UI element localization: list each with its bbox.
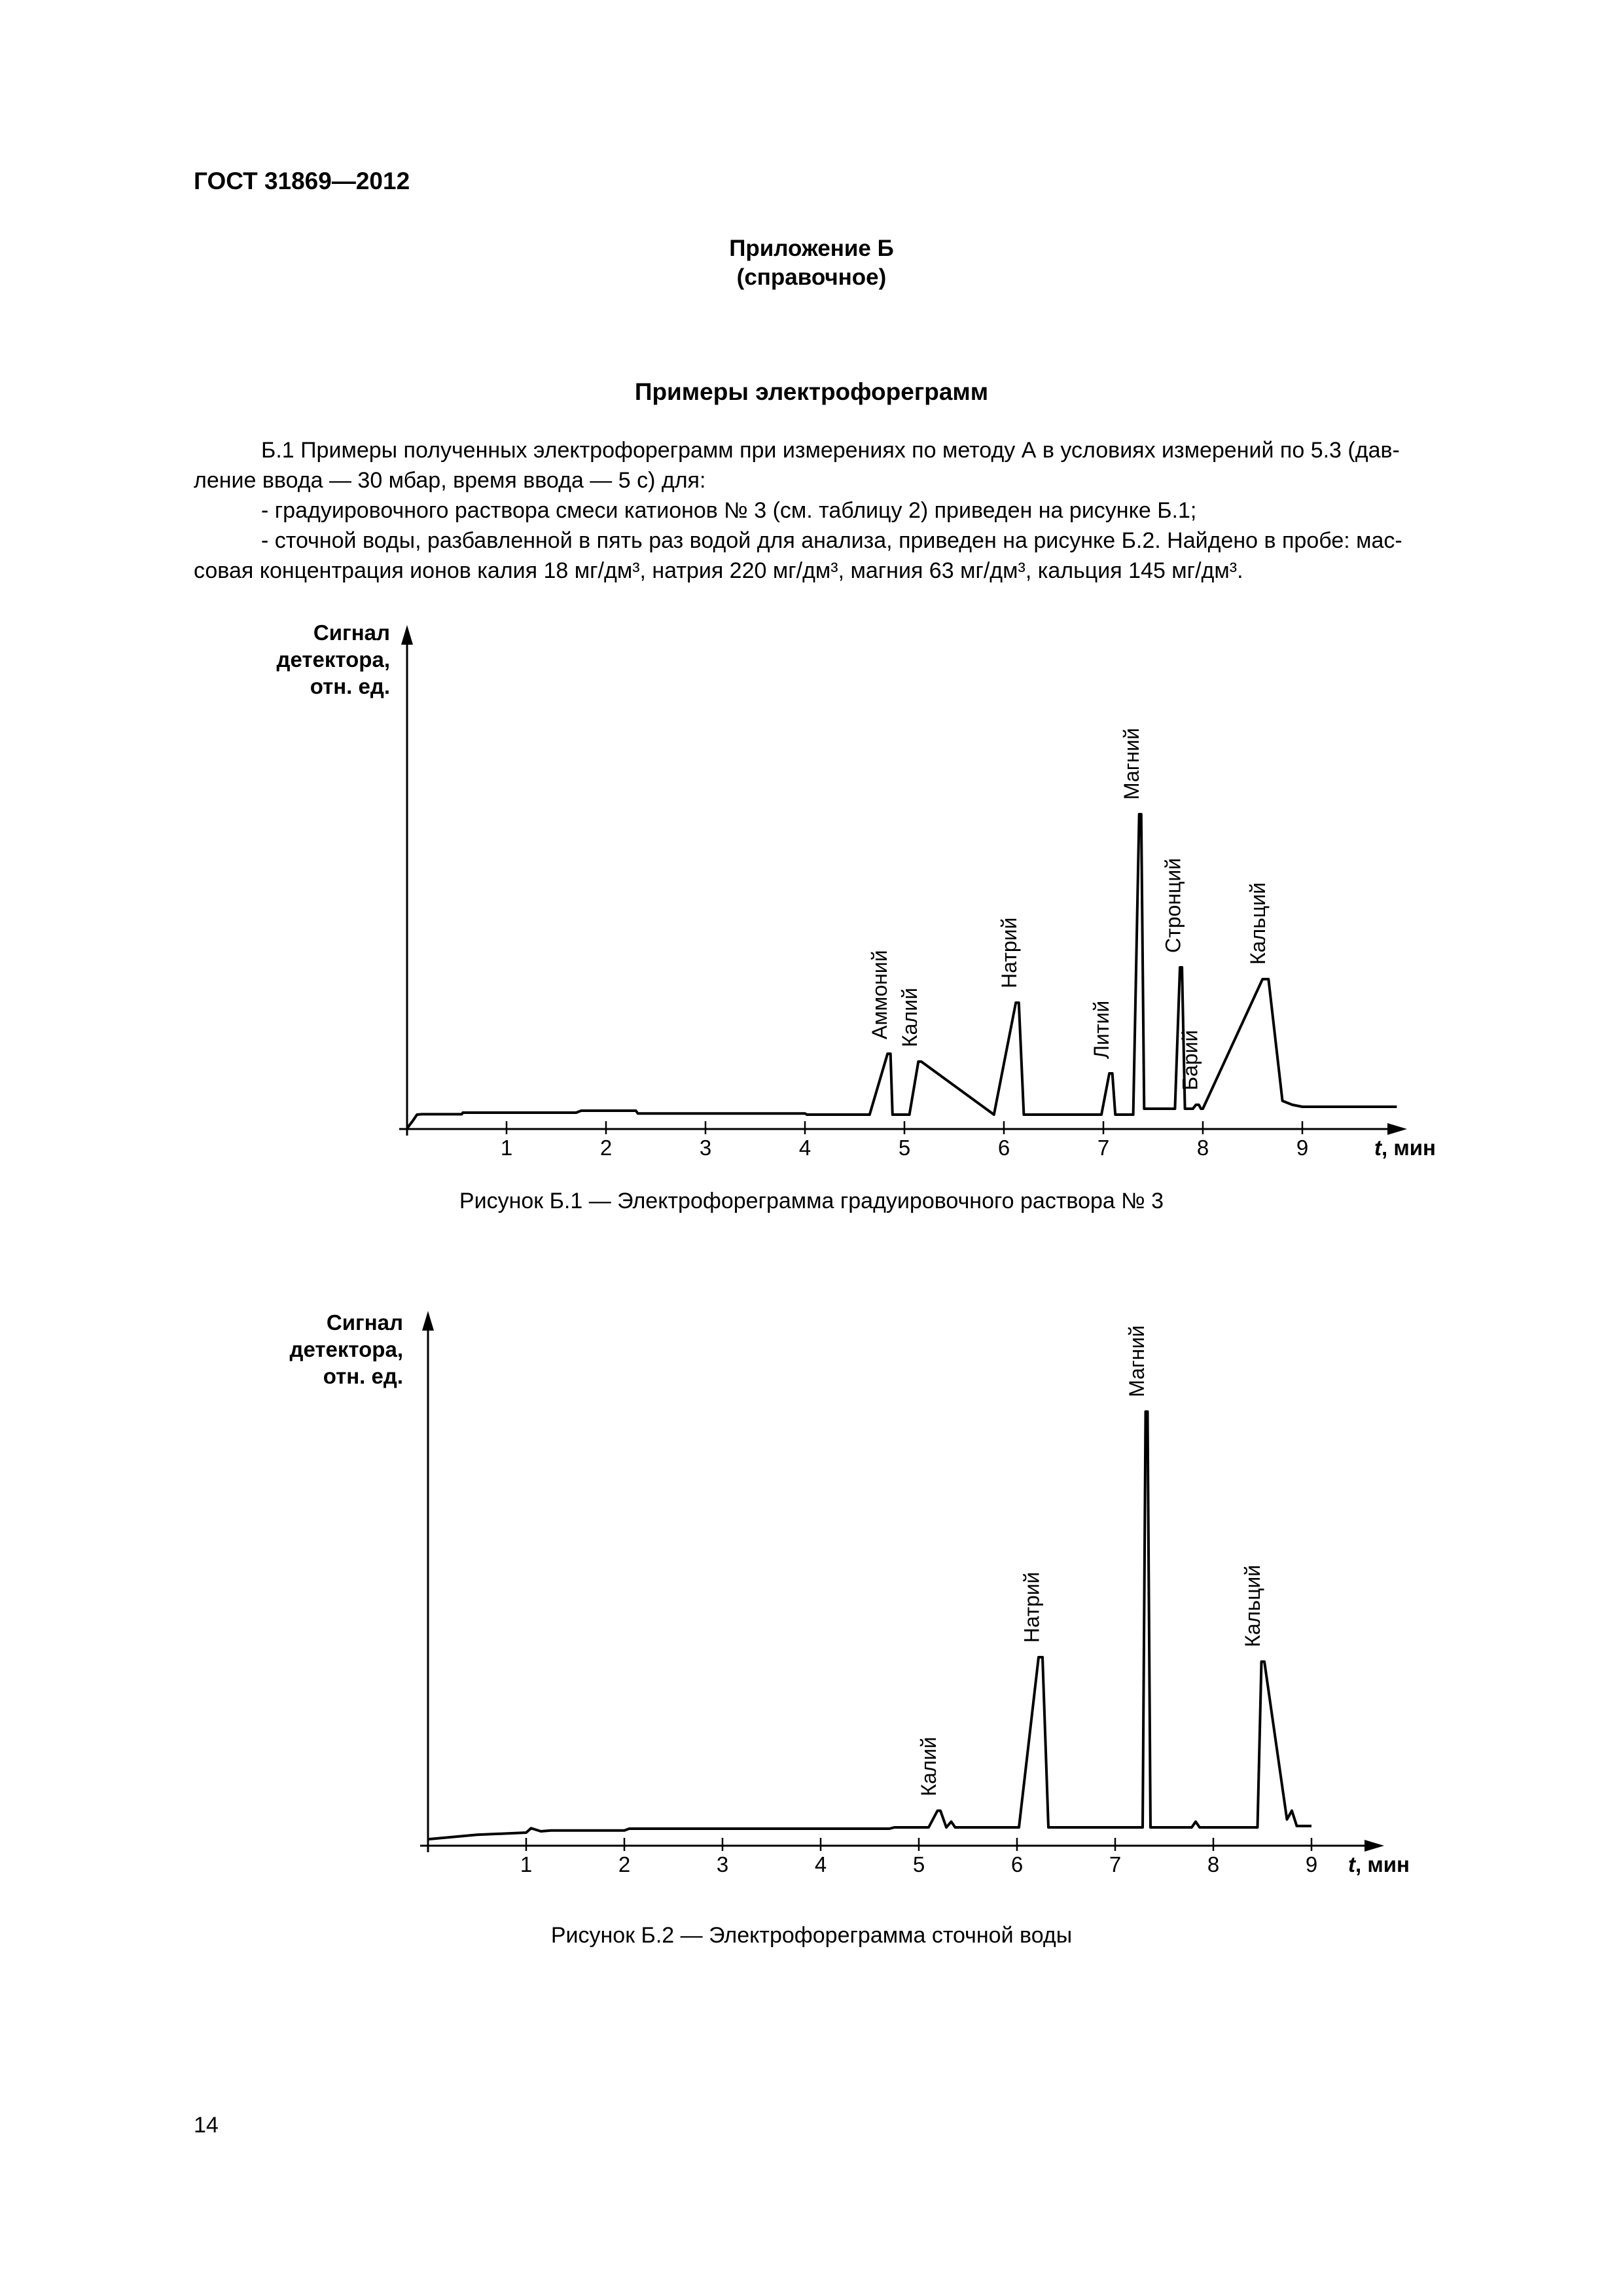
- fig1-y-label-line: Сигнал: [313, 620, 390, 645]
- fig1-x-tick-label: 8: [1196, 1136, 1209, 1160]
- fig2-x-tick-label: 2: [618, 1852, 631, 1876]
- fig2-y-label-line: Сигнал: [326, 1310, 403, 1335]
- body-line: - градуировочного раствора смеси катионов № 3 (см. таблицу 2) приведен на рисунке Б.1;: [261, 498, 1197, 523]
- fig1-peak-label: Калий: [897, 988, 921, 1047]
- page-number: 14: [194, 2113, 219, 2138]
- fig2-x-tick-label: 6: [1010, 1852, 1024, 1876]
- fig1-x-tick-label: 5: [898, 1136, 911, 1160]
- fig1-peak-label: Натрий: [997, 917, 1021, 988]
- fig1-x-tick-label: 1: [500, 1136, 513, 1160]
- figure-caption-1: Рисунок Б.1 — Электрофореграмма градуировочного раствора № 3: [459, 1189, 1164, 1213]
- fig2-y-axis-label: [262, 1309, 403, 1390]
- fig1-x-tick-label: 9: [1296, 1136, 1309, 1160]
- fig1-x-tick-label: 7: [1097, 1136, 1110, 1160]
- fig2-x-axis-label: t, мин: [1348, 1852, 1410, 1876]
- appendix-title: Приложение Б: [729, 236, 894, 261]
- body-line: ление ввода — 30 мбар, время ввода — 5 с) для:: [194, 468, 706, 493]
- appendix-subtitle: (справочное): [736, 264, 887, 290]
- standard-number: ГОСТ 31869—2012: [194, 168, 410, 194]
- fig2-x-tick-label: 9: [1305, 1852, 1318, 1876]
- fig2-x-tick-label: 3: [716, 1852, 729, 1876]
- fig1-x-axis-label: t, мин: [1374, 1136, 1436, 1160]
- fig1-peak-label: Аммоний: [868, 950, 892, 1039]
- fig1-x-axis-arrow: [1387, 1123, 1407, 1135]
- fig1-peak-label: Литий: [1090, 1000, 1114, 1059]
- fig2-y-label-line: детектора,: [289, 1337, 403, 1361]
- fig1-peak-label: Барий: [1178, 1030, 1202, 1090]
- fig1-peak-label: Стронций: [1161, 857, 1185, 953]
- section-title: Примеры электрофореграмм: [634, 378, 989, 405]
- fig1-peak-label: Кальций: [1245, 882, 1270, 965]
- body-line: - сточной воды, разбавленной в пять раз водой для анализа, приведен на рисунке Б.2. Найдено в пробе: мас-: [261, 528, 1402, 553]
- fig1-y-axis-arrow: [401, 625, 413, 645]
- fig2-peak-label: Магний: [1125, 1325, 1149, 1397]
- fig1-peak-label: Магний: [1119, 728, 1143, 800]
- fig2-x-tick-label: 4: [814, 1852, 827, 1876]
- fig2-peak-label: Кальций: [1241, 1564, 1264, 1647]
- body-line: Б.1 Примеры полученных электрофореграмм при измерениях по методу А в условиях измерений по 5.3 (дав-: [261, 438, 1400, 463]
- body-line: совая концентрация ионов калия 18 мг/дм³, натрия 220 мг/дм³, магния 63 мг/дм³, кальция 145 мг/дм³.: [194, 558, 1243, 583]
- fig1-y-label-line: детектора,: [276, 647, 390, 672]
- fig1-x-tick-label: 3: [699, 1136, 712, 1160]
- fig2-x-tick-label: 8: [1207, 1852, 1220, 1876]
- fig1-x-tick-label: 6: [997, 1136, 1010, 1160]
- figure-caption-2: Рисунок Б.2 — Электрофореграмма сточной воды: [550, 1923, 1073, 1948]
- fig2-peak-label: Калий: [917, 1736, 940, 1797]
- fig2-x-tick-label: 1: [520, 1852, 533, 1876]
- fig1-y-label-line: отн. ед.: [310, 674, 390, 698]
- fig2-x-tick-label: 5: [912, 1852, 925, 1876]
- fig1-signal-trace: [407, 814, 1397, 1128]
- fig1-x-tick-label: 4: [798, 1136, 812, 1160]
- fig2-y-label-line: отн. ед.: [323, 1364, 403, 1388]
- fig1-x-tick-label: 2: [599, 1136, 613, 1160]
- fig2-x-tick-label: 7: [1109, 1852, 1122, 1876]
- fig2-peak-label: Натрий: [1020, 1571, 1044, 1643]
